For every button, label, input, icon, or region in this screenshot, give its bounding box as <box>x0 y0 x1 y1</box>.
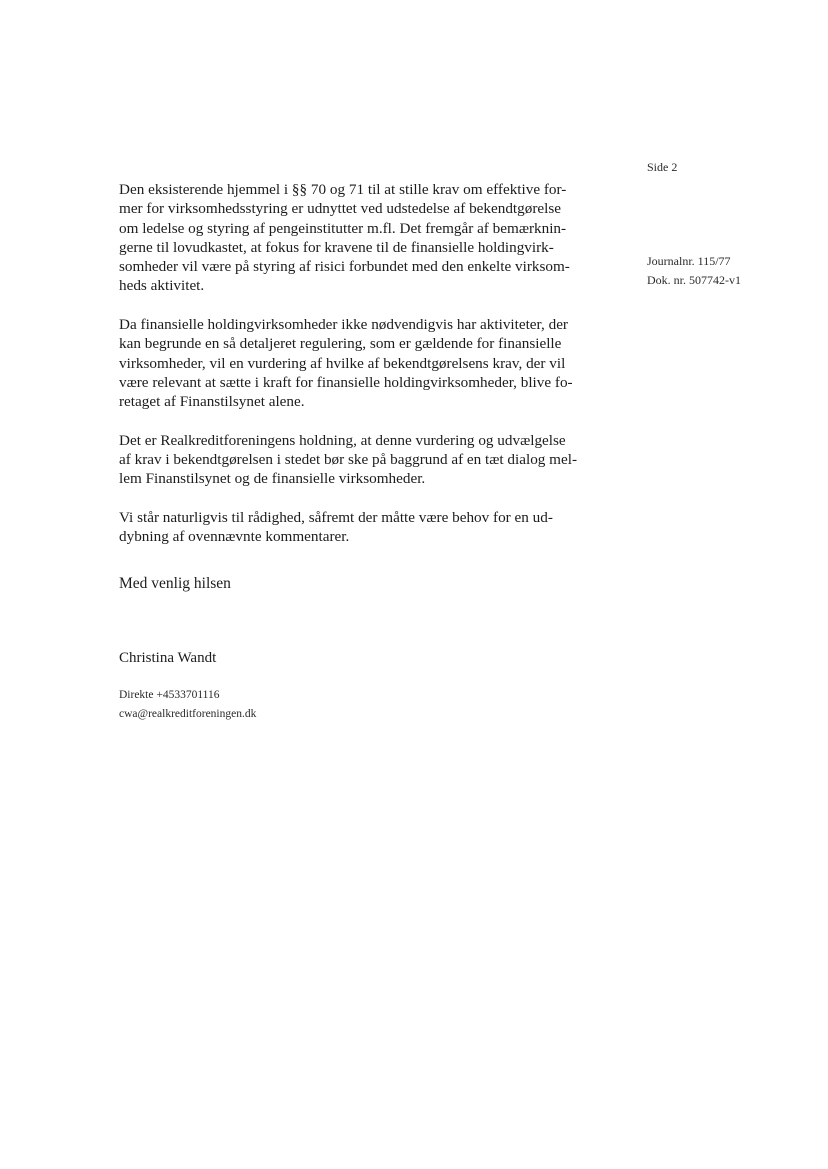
text-line: dybning af ovennævnte kommentarer. <box>119 528 350 546</box>
paragraph-holdning <box>119 431 619 489</box>
reference-block <box>647 252 741 290</box>
paragraph-holdingvirksomheder <box>119 315 619 411</box>
text-line: Den eksisterende hjemmel i §§ 70 og 71 til at stille krav om effektive for- <box>119 181 567 198</box>
signer-name: Christina Wandt <box>119 650 217 666</box>
text-line: somheder vil være på styring af risici forbundet med den enkelte virksom- <box>119 258 570 276</box>
text-line: Det er Realkreditforeningens holdning, at denne vurdering og udvælgelse <box>119 431 566 449</box>
contact-email: cwa@realkreditforeningen.dk <box>119 708 257 720</box>
text-line: heds aktivitet. <box>119 277 205 295</box>
letter-body <box>119 180 619 566</box>
page-number: Side 2 <box>647 160 678 174</box>
text-line: mer for virksomhedsstyring er udnyttet ved udstedelse af bekendtgørelse <box>119 200 562 218</box>
paragraph-raadighed <box>119 508 619 547</box>
paragraph-hjemmel <box>119 180 619 296</box>
text-line: retaget af Finanstilsynet alene. <box>119 393 305 411</box>
closing-greeting: Med venlig hilsen <box>119 575 231 592</box>
text-line: virksomheder, vil en vurdering af hvilke af bekendtgørelsens krav, der vil <box>119 354 566 372</box>
journal-number: Journalnr. 115/77 <box>647 254 731 268</box>
contact-phone: Direkte +4533701116 <box>119 689 220 701</box>
document-number: Dok. nr. 507742-v1 <box>647 273 741 287</box>
text-line: om ledelse og styring af pengeinstitutter m.fl. Det fremgår af bemærknin- <box>119 219 567 237</box>
text-line: af krav i bekendtgørelsen i stedet bør ske på baggrund af en tæt dialog mel- <box>119 451 578 469</box>
contact-block <box>119 686 256 724</box>
text-line: Vi står naturligvis til rådighed, såfremt der måtte være behov for en ud- <box>119 509 553 527</box>
text-line: Da finansielle holdingvirksomheder ikke nødvendigvis har aktiviteter, der <box>119 316 568 334</box>
text-line: være relevant at sætte i kraft for finansielle holdingvirksomheder, blive fo- <box>119 373 573 391</box>
text-line: lem Finanstilsynet og de finansielle virksomheder. <box>119 470 426 488</box>
text-line: gerne til lovudkastet, at fokus for kravene til de finansielle holdingvirk- <box>119 238 554 256</box>
text-line: kan begrunde en så detaljeret regulering, som er gældende for finansielle <box>119 335 562 353</box>
